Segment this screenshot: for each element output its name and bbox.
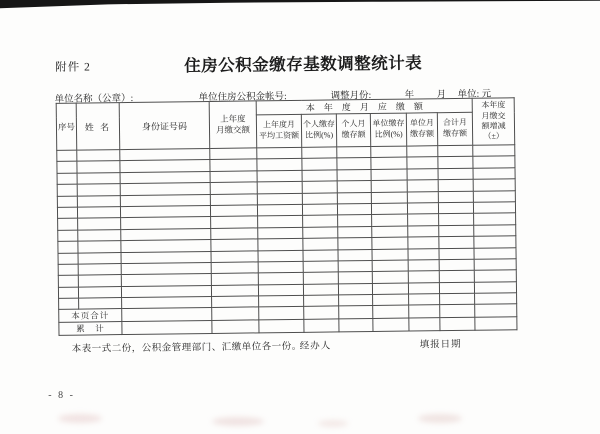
empty-cell bbox=[372, 271, 408, 283]
empty-cell bbox=[474, 281, 516, 293]
empty-cell bbox=[302, 147, 337, 159]
empty-cell bbox=[304, 295, 339, 307]
col-header-unit-ratio: 单位缴存 比例(%) bbox=[370, 113, 406, 146]
empty-cell bbox=[211, 250, 258, 262]
empty-cell bbox=[439, 259, 474, 271]
empty-cell bbox=[408, 282, 439, 294]
statistics-table bbox=[56, 97, 518, 336]
empty-cell bbox=[258, 227, 303, 239]
empty-cell bbox=[473, 190, 515, 202]
col-header-personal-monthly: 个人月 缴存额 bbox=[336, 114, 370, 147]
empty-cell bbox=[372, 249, 408, 261]
empty-cell bbox=[372, 214, 408, 226]
empty-cell bbox=[78, 218, 121, 230]
empty-cell bbox=[211, 216, 258, 228]
empty-cell bbox=[371, 203, 407, 215]
unit-name-label: 单位名称（公章）: bbox=[54, 93, 134, 105]
col-header-name: 姓 名 bbox=[76, 103, 120, 151]
empty-cell bbox=[59, 298, 79, 310]
month-label: 月 bbox=[436, 90, 447, 101]
empty-cell bbox=[258, 284, 303, 296]
empty-cell bbox=[338, 238, 372, 250]
empty-cell bbox=[407, 180, 438, 192]
scan-smudge bbox=[212, 417, 264, 426]
empty-cell bbox=[257, 204, 302, 216]
empty-cell bbox=[474, 270, 516, 282]
empty-cell bbox=[439, 225, 474, 237]
fill-date-label: 填报日期 bbox=[419, 339, 462, 351]
empty-cell bbox=[122, 321, 212, 335]
empty-cell bbox=[258, 238, 303, 250]
empty-cell bbox=[258, 273, 303, 285]
empty-cell bbox=[302, 158, 337, 170]
empty-cell bbox=[57, 184, 77, 196]
empty-cell bbox=[79, 298, 122, 310]
empty-cell bbox=[338, 272, 372, 284]
empty-cell bbox=[440, 305, 475, 318]
currency-unit-label: 单位: 元 bbox=[457, 89, 492, 100]
empty-cell bbox=[77, 150, 120, 162]
empty-cell bbox=[259, 307, 304, 321]
empty-cell bbox=[78, 241, 121, 253]
empty-cell bbox=[408, 214, 439, 226]
empty-cell bbox=[303, 261, 338, 273]
empty-cell bbox=[338, 226, 372, 238]
empty-cell bbox=[372, 226, 408, 238]
col-header-unit-monthly: 单位月 缴存额 bbox=[406, 113, 437, 146]
empty-cell bbox=[211, 239, 258, 251]
empty-cell bbox=[259, 320, 304, 334]
empty-cell bbox=[210, 193, 257, 205]
empty-cell bbox=[371, 169, 407, 181]
empty-cell bbox=[339, 319, 373, 332]
empty-cell bbox=[210, 171, 257, 183]
empty-cell bbox=[439, 248, 474, 260]
empty-cell bbox=[475, 293, 517, 305]
empty-cell bbox=[211, 273, 258, 285]
empty-cell bbox=[409, 318, 440, 331]
empty-cell bbox=[373, 306, 409, 319]
empty-cell bbox=[438, 157, 473, 169]
empty-cell bbox=[303, 215, 338, 227]
empty-cell bbox=[304, 319, 339, 332]
empty-cell bbox=[78, 252, 121, 264]
empty-cell bbox=[211, 285, 258, 297]
scan-smudge bbox=[58, 414, 102, 423]
empty-cell bbox=[77, 195, 120, 207]
empty-cell bbox=[373, 319, 409, 332]
empty-cell bbox=[339, 306, 373, 319]
empty-cell bbox=[303, 227, 338, 239]
empty-cell bbox=[258, 250, 303, 262]
empty-cell bbox=[259, 295, 304, 307]
empty-cell bbox=[302, 192, 337, 204]
empty-cell bbox=[57, 173, 77, 185]
empty-cell bbox=[372, 237, 408, 249]
empty-cell bbox=[338, 283, 372, 295]
empty-cell bbox=[409, 305, 440, 318]
handler-label: 经办人 bbox=[299, 341, 332, 352]
page-number: - 8 - bbox=[48, 389, 75, 401]
empty-cell bbox=[257, 147, 302, 159]
empty-cell bbox=[77, 172, 120, 184]
empty-rows-body bbox=[57, 145, 517, 310]
empty-cell bbox=[57, 207, 77, 219]
empty-cell bbox=[338, 215, 372, 227]
empty-cell bbox=[78, 229, 121, 241]
empty-cell bbox=[257, 170, 302, 182]
empty-cell bbox=[474, 236, 516, 248]
empty-cell bbox=[210, 148, 257, 160]
empty-cell bbox=[438, 168, 473, 180]
empty-cell bbox=[257, 193, 302, 205]
empty-cell bbox=[122, 308, 212, 322]
empty-cell bbox=[77, 161, 120, 173]
empty-cell bbox=[474, 213, 516, 225]
empty-cell bbox=[303, 284, 338, 296]
adjust-month-label: 调整月份: bbox=[330, 90, 372, 102]
empty-cell bbox=[473, 202, 515, 214]
empty-cell bbox=[58, 230, 78, 242]
col-header-seq: 序号 bbox=[56, 103, 77, 150]
empty-cell bbox=[438, 202, 473, 214]
empty-cell bbox=[474, 224, 516, 236]
empty-cell bbox=[408, 260, 439, 272]
fund-account-label: 单位住房公积金帐号: bbox=[198, 92, 287, 104]
empty-cell bbox=[371, 192, 407, 204]
empty-cell bbox=[58, 287, 78, 299]
empty-cell bbox=[337, 203, 371, 215]
empty-cell bbox=[338, 260, 372, 272]
col-header-change: 本年度 月缴交 额增减 （±） bbox=[472, 98, 515, 146]
empty-cell bbox=[439, 236, 474, 248]
col-header-personal-ratio: 个人缴存 比例(%) bbox=[301, 114, 336, 147]
empty-cell bbox=[212, 307, 259, 321]
empty-cell bbox=[78, 263, 121, 275]
empty-cell bbox=[257, 159, 302, 171]
empty-cell bbox=[438, 145, 473, 157]
empty-cell bbox=[475, 304, 517, 318]
empty-cell bbox=[337, 158, 371, 170]
empty-cell bbox=[337, 181, 371, 193]
empty-cell bbox=[408, 237, 439, 249]
empty-cell bbox=[58, 218, 78, 230]
empty-cell bbox=[371, 180, 407, 192]
empty-cell bbox=[473, 145, 515, 157]
empty-cell bbox=[407, 168, 438, 180]
empty-cell bbox=[78, 275, 121, 287]
empty-cell bbox=[439, 282, 474, 294]
empty-cell bbox=[211, 228, 258, 240]
empty-cell bbox=[302, 204, 337, 216]
empty-cell bbox=[58, 241, 78, 253]
empty-cell bbox=[58, 253, 78, 265]
empty-cell bbox=[211, 262, 258, 274]
empty-cell bbox=[78, 286, 121, 298]
empty-cell bbox=[438, 191, 473, 203]
table-header bbox=[56, 98, 515, 151]
empty-cell bbox=[473, 179, 515, 191]
attachment-label: 附件 2 bbox=[55, 61, 91, 74]
empty-cell bbox=[302, 170, 337, 182]
empty-cell bbox=[257, 182, 302, 194]
empty-cell bbox=[212, 320, 259, 334]
empty-cell bbox=[304, 306, 339, 319]
empty-cell bbox=[408, 248, 439, 260]
empty-cell bbox=[337, 147, 371, 159]
empty-cell bbox=[438, 179, 473, 191]
empty-cell bbox=[210, 205, 257, 217]
cumulative-label: 累 计 bbox=[59, 322, 122, 336]
empty-cell bbox=[210, 159, 257, 171]
empty-cell bbox=[409, 294, 440, 306]
empty-cell bbox=[303, 238, 338, 250]
empty-cell bbox=[407, 203, 438, 215]
copies-note: 本表一式二份，公积金管理部门、汇缴单位各一份。 bbox=[71, 341, 302, 355]
col-header-last-year-payment: 上年度 月缴交额 bbox=[209, 101, 257, 149]
empty-cell bbox=[371, 157, 407, 169]
empty-cell bbox=[77, 184, 120, 196]
empty-cell bbox=[303, 249, 338, 261]
empty-cell bbox=[474, 247, 516, 259]
empty-cell bbox=[210, 182, 257, 194]
empty-cell bbox=[407, 146, 438, 158]
empty-cell bbox=[302, 181, 337, 193]
page-total-label: 本页合计 bbox=[59, 309, 122, 323]
empty-cell bbox=[258, 261, 303, 273]
empty-cell bbox=[371, 146, 407, 158]
empty-cell bbox=[212, 296, 259, 308]
scan-smudge bbox=[418, 414, 462, 423]
empty-cell bbox=[473, 156, 515, 168]
empty-cell bbox=[303, 272, 338, 284]
empty-cell bbox=[439, 214, 474, 226]
empty-cell bbox=[475, 317, 517, 331]
empty-cell bbox=[373, 294, 409, 306]
empty-cell bbox=[337, 169, 371, 181]
page-title: 住房公积金缴存基数调整统计表 bbox=[184, 53, 423, 76]
empty-cell bbox=[58, 264, 78, 276]
year-label: 年 bbox=[404, 90, 415, 101]
empty-cell bbox=[58, 275, 78, 287]
col-group-header-current-year-payable: 本年度月应缴额 bbox=[256, 98, 472, 115]
empty-cell bbox=[474, 259, 516, 271]
empty-cell bbox=[372, 283, 408, 295]
empty-cell bbox=[57, 196, 77, 208]
empty-cell bbox=[337, 192, 371, 204]
empty-cell bbox=[439, 271, 474, 283]
empty-cell bbox=[258, 216, 303, 228]
empty-cell bbox=[408, 271, 439, 283]
col-header-avg-wage: 上年度月 平均工资额 bbox=[256, 114, 301, 148]
empty-cell bbox=[440, 318, 475, 331]
empty-cell bbox=[339, 295, 373, 307]
col-header-total-monthly: 合计月 缴存额 bbox=[437, 112, 472, 145]
totals-body bbox=[59, 304, 517, 336]
empty-cell bbox=[407, 157, 438, 169]
col-header-id-number: 身份证号码 bbox=[119, 101, 210, 149]
empty-cell bbox=[407, 191, 438, 203]
empty-cell bbox=[473, 168, 515, 180]
empty-cell bbox=[57, 150, 77, 162]
empty-cell bbox=[338, 249, 372, 261]
empty-cell bbox=[408, 225, 439, 237]
empty-cell bbox=[77, 207, 120, 219]
empty-cell bbox=[372, 260, 408, 272]
empty-cell bbox=[57, 161, 77, 173]
empty-cell bbox=[440, 293, 475, 305]
scan-smudge bbox=[318, 420, 348, 427]
